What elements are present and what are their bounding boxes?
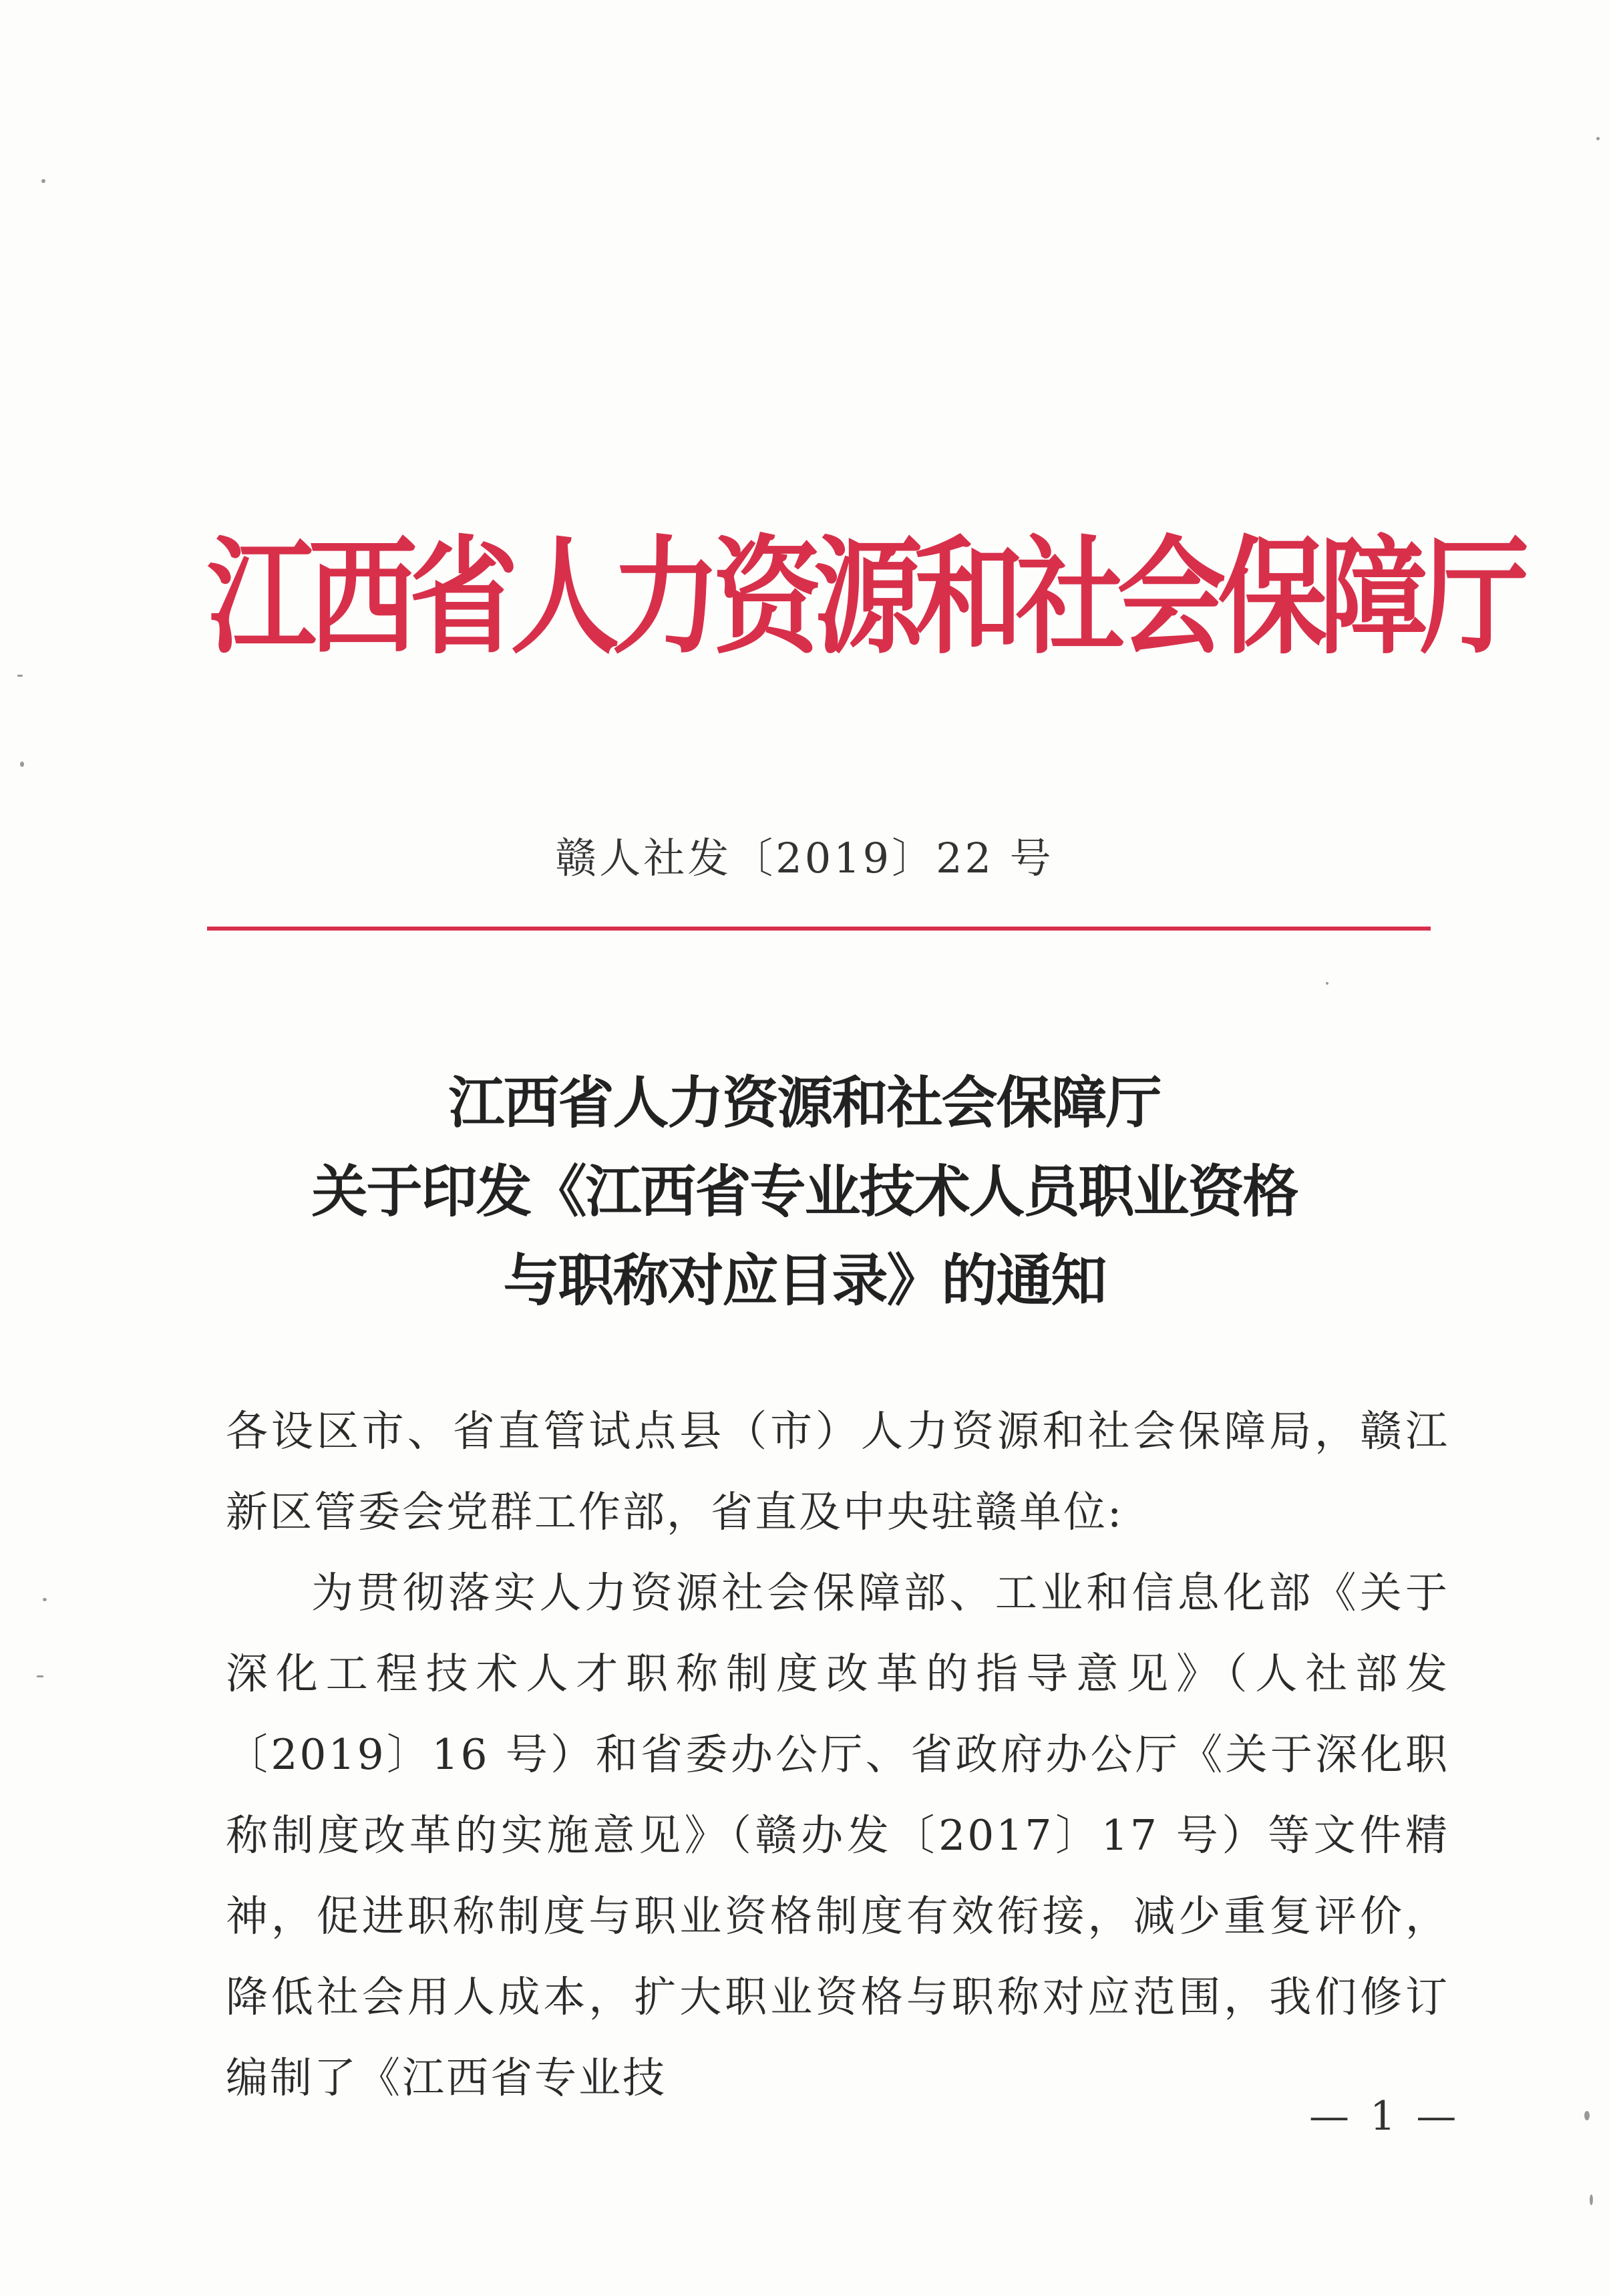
issuer-masthead: 江西省人力资源和社会保障厅 [207, 524, 1522, 671]
title-line-1: 江西省人力资源和社会保障厅 [448, 1070, 1161, 1136]
scan-speck [17, 675, 23, 677]
document-number: 赣人社发〔2019〕22 号 [555, 834, 1054, 882]
page-number: — 1 — [1309, 2093, 1461, 2140]
salutation: 各设区市、省直管试点县（市）人力资源和社会保障局，赣江新区管委会党群工作部，省直及中央驻赣单位: [226, 1407, 1449, 1536]
document-title [0, 1059, 1609, 1325]
document-body [226, 1391, 1449, 2118]
scan-speck [1326, 982, 1328, 985]
scan-speck [20, 762, 24, 767]
scan-speck [37, 1675, 43, 1677]
scan-speck [1584, 2111, 1590, 2120]
scan-speck [1590, 2194, 1593, 2205]
body-paragraph-1: 为贯彻落实人力资源社会保障部、工业和信息化部《关于深化工程技术人才职称制度改革的指导意见》（人社部发〔2019〕16 号）和省委办公厅、省政府办公厅《关于深化职称制度改革的实施意见》（赣办发〔2017〕17 号）等文件精神，促进职称制度与职业资格制度有效衔接，减少重复评价，降低社会用人成本，扩大职业资格与职称对应范围，我们修订编制了《江西省专业技 [226, 1569, 1449, 2102]
red-divider-line [207, 927, 1431, 931]
scan-speck [41, 179, 45, 183]
title-line-2: 关于印发《江西省专业技术人员职业资格 [311, 1159, 1298, 1224]
scan-speck [43, 1598, 47, 1601]
scan-speck [1596, 137, 1600, 140]
title-line-3: 与职称对应目录》的通知 [503, 1248, 1106, 1313]
